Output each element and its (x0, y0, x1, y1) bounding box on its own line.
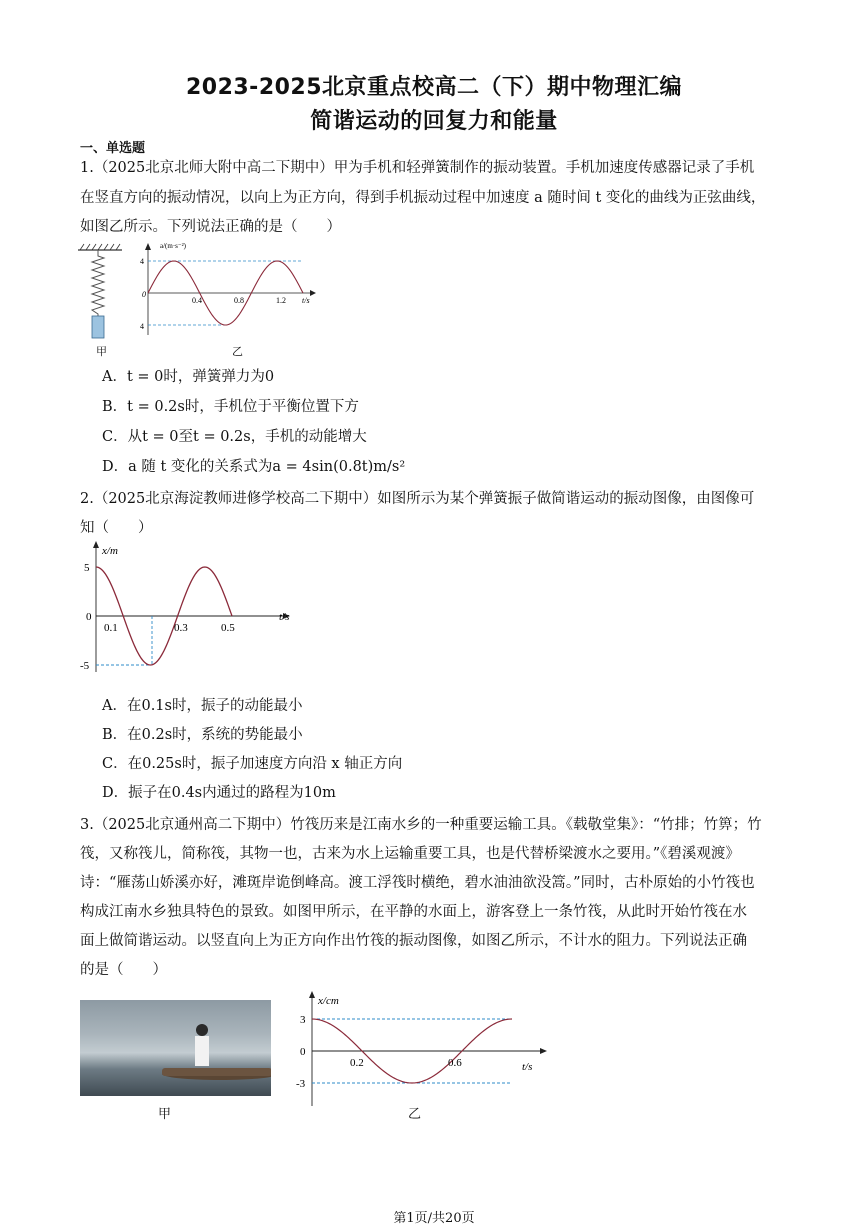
tick-label-0.5: 0.5 (221, 622, 235, 634)
tick-label-0.3: 0.3 (174, 622, 188, 634)
xlabel: t/s (522, 1061, 533, 1073)
xlabel: t/s (302, 296, 310, 305)
tick-label-0.4: 0.4 (192, 296, 202, 305)
tick-label-0.8: 0.8 (234, 296, 244, 305)
q3-line-1: 3.（2025北京通州高二下期中）竹筏历来是江南水乡的一种重要运输工具。《载敬堂集》：“竹排；竹箅；竹 (80, 817, 762, 833)
tick-label-1.2: 1.2 (276, 296, 286, 305)
fig-label-yi: 乙 (408, 1107, 422, 1122)
tick-label-0: 0 (300, 1046, 306, 1058)
q1-option-b[interactable]: B．t = 0.2s时，手机位于平衡位置下方 (102, 399, 359, 415)
bamboo-raft-photo (80, 1000, 271, 1096)
raft-displacement-chart (290, 988, 550, 1108)
displacement-chart (80, 540, 300, 675)
tick-label-3: 3 (300, 1014, 306, 1026)
fig-label-jia: 甲 (158, 1107, 172, 1122)
tick-label-ybottom: 4 (140, 322, 144, 331)
q1-line-2: 在竖直方向的振动情况，以向上为正方向，得到手机振动过程中加速度 a 随时间 t 变化的曲线为正弦曲线， (80, 190, 766, 206)
q3-line-6: 的是（ ） (80, 962, 167, 978)
phone-mass (92, 316, 104, 338)
spring-phone-figure (74, 240, 134, 345)
tick-label-neg3: -3 (296, 1078, 306, 1090)
acceleration-chart (138, 240, 318, 340)
q3-line-3: 诗：“雁荡山娇溪亦好，滩斑岸诡倒峰高。渡工浮筏时横绝，碧水油油欲没篙。”同时，古朴原始的小竹筏也 (80, 875, 755, 891)
q2-line-1: 2.（2025北京海淀教师进修学校高二下期中）如图所示为某个弹簧振子做简谐运动的振动图像，由图像可 (80, 491, 755, 507)
page-subtitle: 简谐运动的回复力和能量 (310, 109, 558, 134)
q3-line-4: 构成江南水乡独具特色的景致。如图甲所示，在平静的水面上，游客登上一条竹筏，从此时开始竹筏在水 (80, 904, 747, 920)
ylabel: x/m (102, 545, 118, 557)
ylabel: x/cm (318, 995, 339, 1007)
tick-label-0.6: 0.6 (448, 1057, 462, 1069)
q2-option-b[interactable]: B．在0.2s时，系统的势能最小 (102, 727, 303, 743)
page-footer: 第1页/共20页 (393, 1211, 475, 1226)
q1-option-a[interactable]: A．t = 0时，弹簧弹力为0 (102, 369, 275, 385)
q1-line-3: 如图乙所示。下列说法正确的是（ ） (80, 219, 341, 235)
tick-label-ytop: 4 (140, 257, 144, 266)
tick-label-neg5: -5 (80, 660, 90, 672)
q3-line-5: 面上做简谐运动。以竖直向上为正方向作出竹筏的振动图像，如图乙所示，不计水的阻力。下列说法正确 (80, 933, 747, 949)
q2-option-c[interactable]: C．在0.25s时，振子加速度方向沿 x 轴正方向 (102, 756, 403, 772)
q1-line-1: 1.（2025北京北师大附中高二下期中）甲为手机和轻弹簧制作的振动装置。手机加速度传感器记录了手机 (80, 160, 755, 176)
fig-label-jia: 甲 (96, 345, 107, 358)
q1-option-c[interactable]: C．从t = 0至t = 0.2s，手机的动能增大 (102, 429, 367, 445)
q2-option-a[interactable]: A．在0.1s时，振子的动能最小 (102, 698, 303, 714)
fig-label-yi: 乙 (232, 345, 243, 358)
q2-option-d[interactable]: D．振子在0.4s内通过的路程为10m (102, 785, 336, 801)
tick-label-0.1: 0.1 (104, 622, 118, 634)
page-title: 2023-2025北京重点校高二（下）期中物理汇编 (185, 75, 683, 100)
ylabel: a/(m·s⁻²) (160, 242, 187, 250)
origin-label: 0 (142, 290, 146, 299)
tick-label-0.2: 0.2 (350, 1057, 364, 1069)
xlabel: t/s (279, 611, 290, 623)
tick-label-5: 5 (84, 562, 90, 574)
q3-line-2: 筏，又称筏儿，简称筏，其物一也，古来为水上运输重要工具，也是代替桥梁渡水之要用。”《碧溪观渡》 (80, 846, 740, 862)
tick-label-0: 0 (86, 611, 92, 623)
q1-option-d[interactable]: D．a 随 t 变化的关系式为a = 4sin(0.8t)m/s² (102, 459, 406, 475)
section-heading: 一、单选题 (80, 141, 146, 156)
q2-line-2: 知（ ） (80, 520, 153, 536)
